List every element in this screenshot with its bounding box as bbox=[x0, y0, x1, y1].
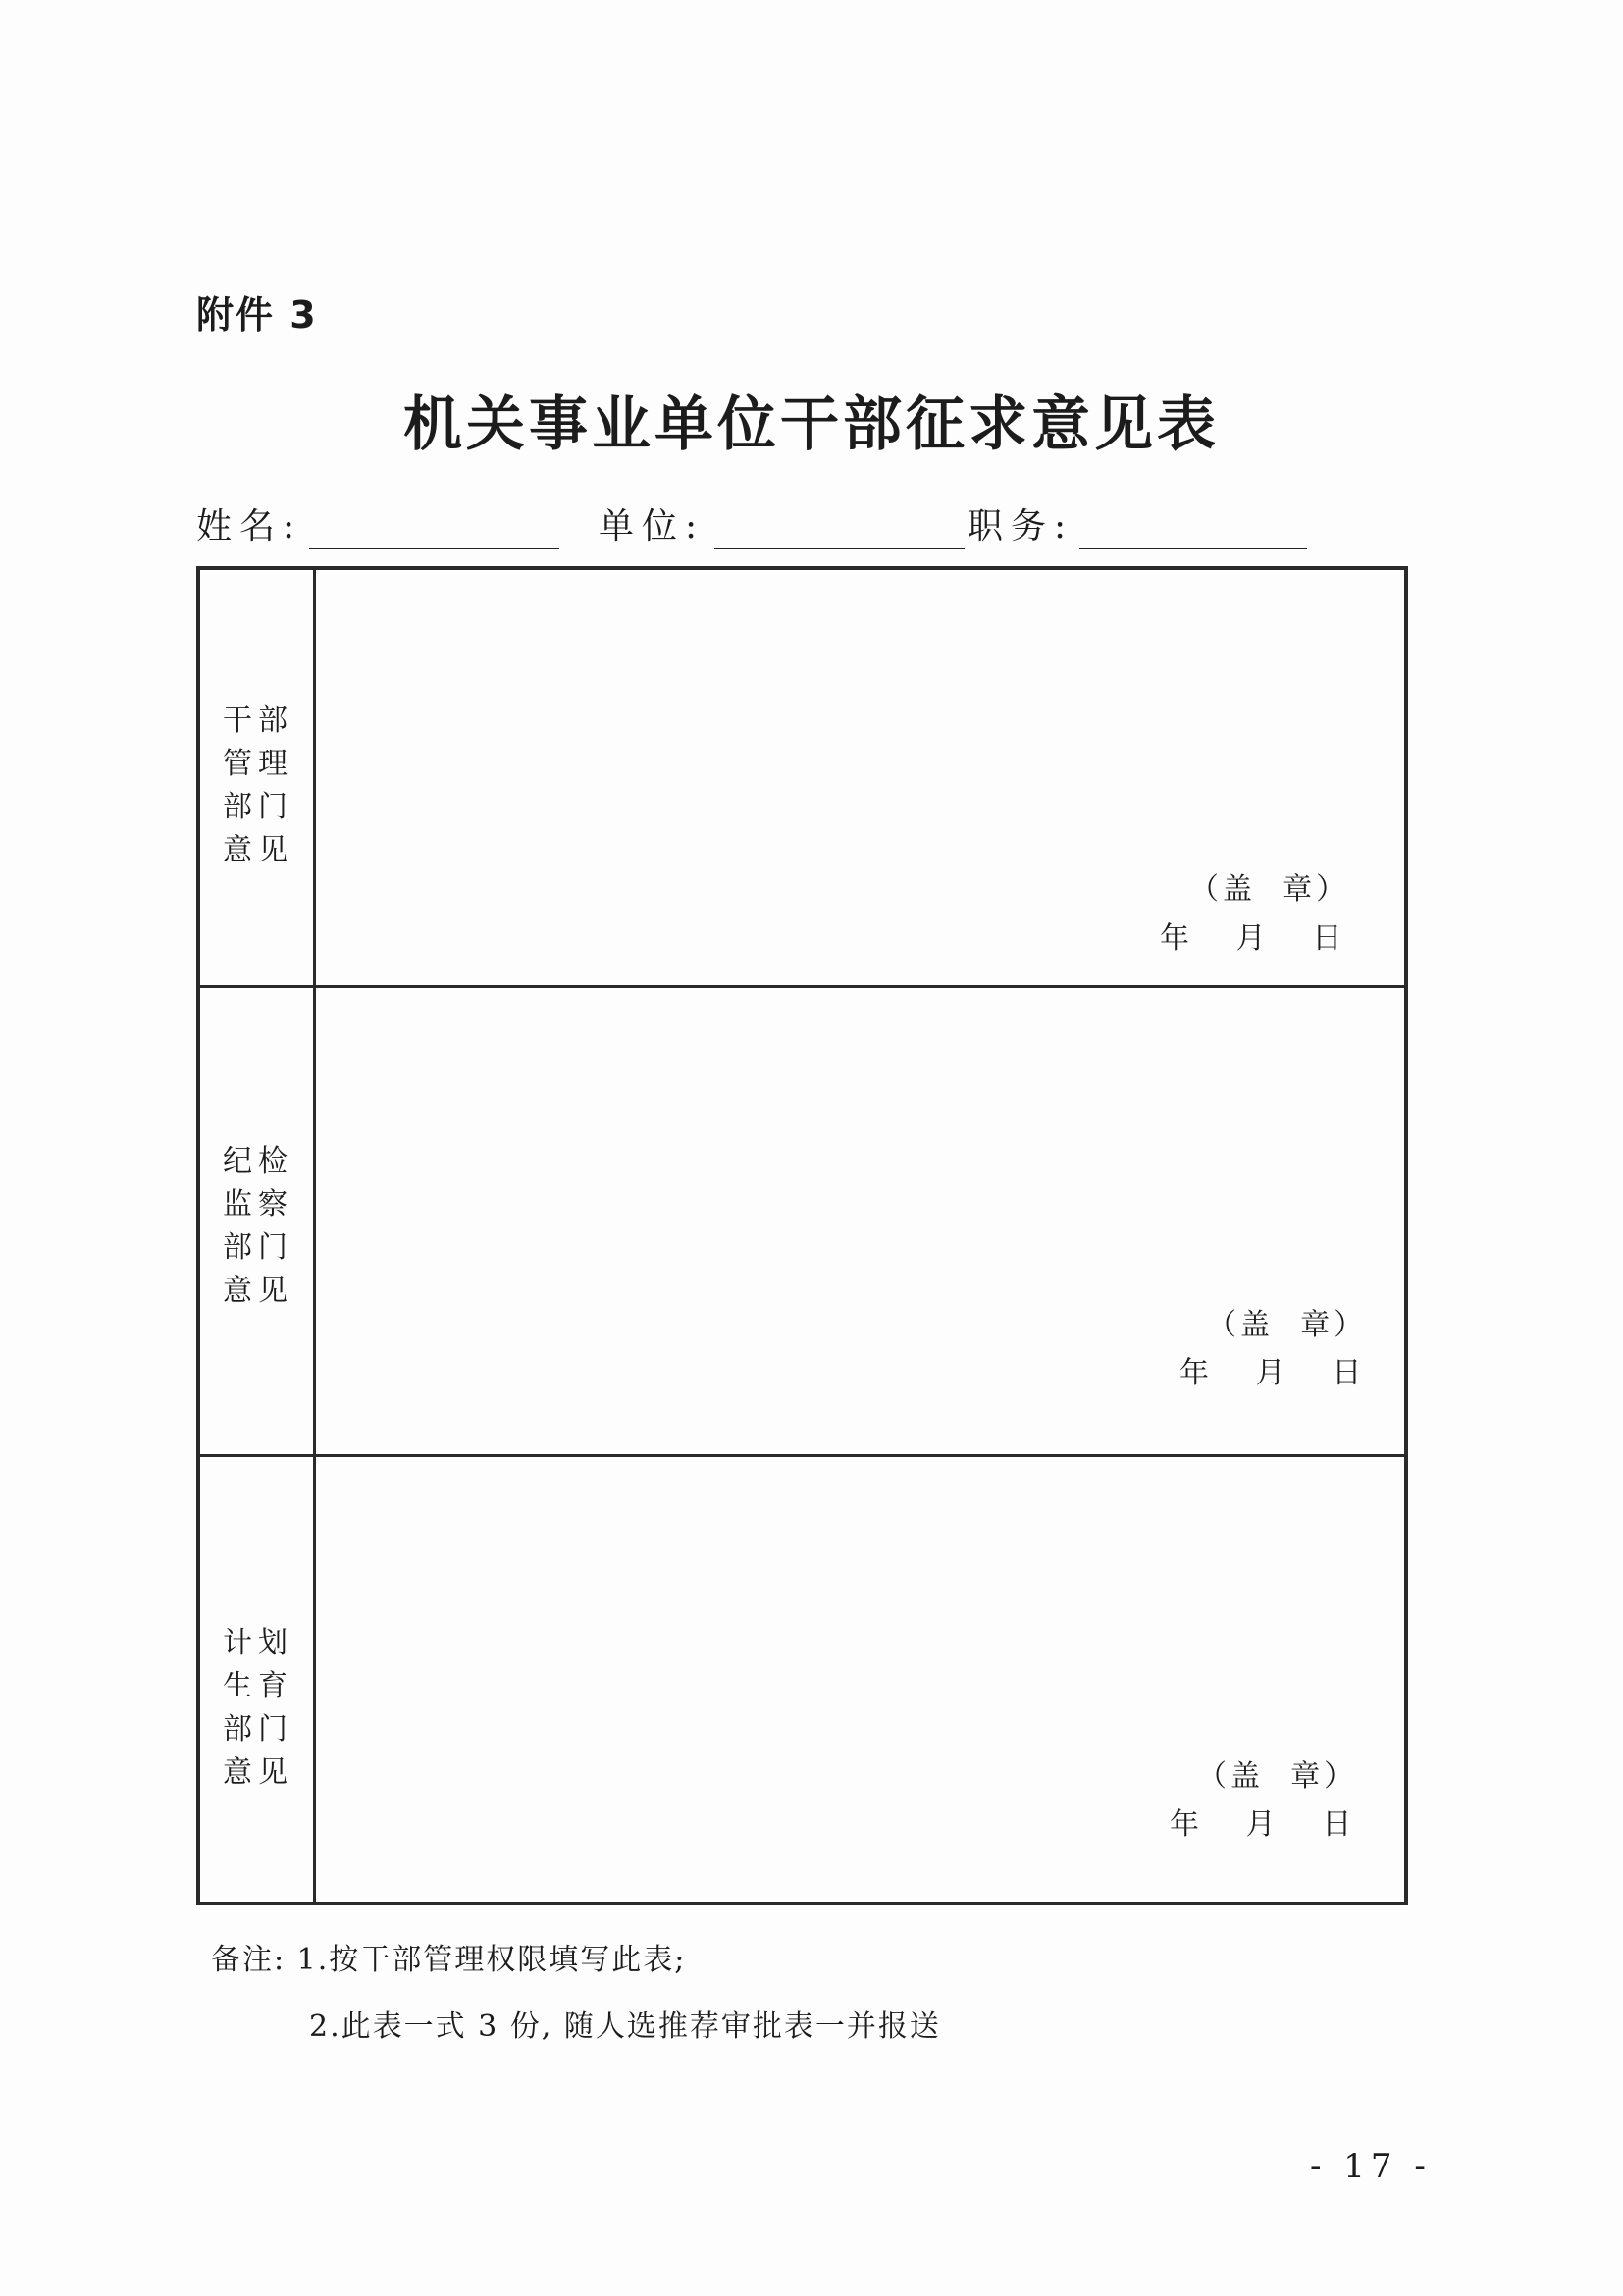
date-label: 年 月 日 bbox=[1160, 921, 1342, 956]
position-field[interactable] bbox=[1079, 548, 1307, 549]
position-label: 职务: bbox=[968, 506, 1074, 547]
name-field[interactable] bbox=[309, 548, 559, 549]
row-label-cell bbox=[200, 570, 316, 985]
seal-label: （盖 章） bbox=[1197, 1759, 1358, 1794]
name-label: 姓名: bbox=[196, 506, 303, 547]
opinion-cell[interactable] bbox=[316, 570, 1404, 985]
note-2: 2.此表一式 3 份, 随人选推荐审批表一并报送 bbox=[309, 2009, 941, 2044]
table-row bbox=[200, 985, 1404, 1454]
opinion-cell[interactable] bbox=[316, 1457, 1404, 1905]
seal-label: （盖 章） bbox=[1189, 872, 1350, 907]
row-label: 纪检监察部门意见 bbox=[223, 1144, 293, 1308]
row-label-cell bbox=[200, 1457, 316, 1905]
row-label: 计划生育部门意见 bbox=[223, 1626, 293, 1790]
form-title: 机关事业单位干部征求意见表 bbox=[403, 391, 1220, 459]
row-label: 干部管理部门意见 bbox=[223, 704, 293, 867]
date-label: 年 月 日 bbox=[1170, 1807, 1352, 1842]
table-row bbox=[200, 570, 1404, 985]
seal-label: （盖 章） bbox=[1207, 1308, 1368, 1342]
opinion-cell[interactable] bbox=[316, 988, 1404, 1454]
page-number: - 17 - bbox=[1310, 2147, 1432, 2186]
opinion-table bbox=[196, 566, 1408, 1905]
unit-label: 单位: bbox=[599, 506, 706, 547]
note-1: 备注: 1.按干部管理权限填写此表; bbox=[211, 1943, 687, 1977]
info-row bbox=[196, 498, 1325, 557]
attachment-label: 附件 3 bbox=[196, 293, 318, 337]
row-label-cell bbox=[200, 988, 316, 1454]
unit-field[interactable] bbox=[714, 548, 965, 549]
date-label: 年 月 日 bbox=[1179, 1356, 1362, 1390]
table-row bbox=[200, 1454, 1404, 1905]
